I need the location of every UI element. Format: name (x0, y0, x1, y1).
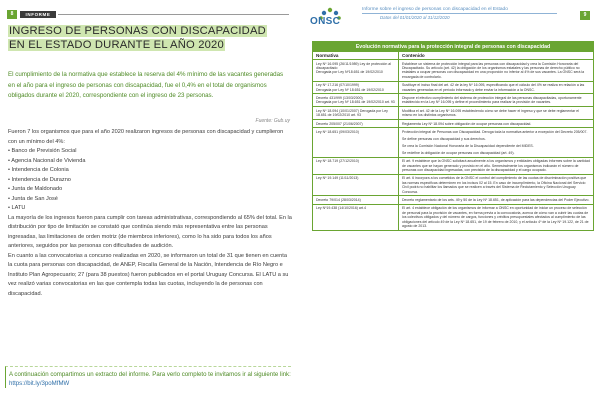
column-header-normativa: Normativa (313, 52, 399, 59)
header-title: Informe sobre el ingreso de personas con discapacidad en el Estado (362, 7, 508, 12)
table-row: Ley Nº 18.094 (10/01/2007) Derogada por Ley 18.651 de 19/02/2010 art. 93 Modifica el art. 42 de la Ley Nº 16.095 estableciendo cómo se debe hacer el ingreso y que se debe reglamentar el mismo en los distintos organismos. (313, 107, 593, 120)
article-body (8, 128, 292, 299)
list-item: • Agencia Nacional de Vivienda (8, 157, 292, 167)
table-row: Decreto 431/999 (13/03/2000) Derogada por Ley Nº 18.651 de 19/02/2010 art. 93 Dispone el efectivo cumplimiento del sistema de protección integral de las personas discapacitadas, oportunamente establecido en la Ley Nº 16.095 y define el procedimiento para realizar la provisión de vacantes. (313, 94, 593, 107)
list-item: • Junta de Maldonado (8, 185, 292, 195)
regulation-table (312, 41, 594, 231)
table-header (313, 52, 593, 60)
article-title (8, 24, 290, 66)
table-row: Ley Nº 19.149 (11/11/2013) El art. 6 incorpora a los cometidos de la ONSC el control del cumplimiento de las cuotas de discriminación positiva que las normas específicas determinen en los incisos 02 al 15. En caso de incumplimiento, la Oficina Nacional del Servicio Civil podrá no habilitar los llamados que se realicen a través del Sistema de Reclutamiento y Selección Uruguay Concursa. (313, 175, 593, 197)
body-paragraph-1: Fueron 7 los organismos que para el año 2020 realizaron ingresos de personas con discapacidad y cumplieron con un mínimo del 4%: (8, 129, 284, 145)
callout-text: A continuación compartimos un extracto del informe. Para verlo completo te invitamos ir al siguiente link: (9, 371, 291, 378)
table-row: Decreto 79/014 (28/03/2014) Decreto reglamentario de los arts. 49 y 50 de la Ley Nº 18.651, de aplicación para las dependencias del Poder Ejecutivo. (313, 196, 593, 204)
left-page (0, 0, 296, 407)
list-item: • Junta de San José (8, 195, 292, 205)
logo-wordmark: ONSC (310, 16, 341, 27)
table-row: Decreto 205/007 (21/06/2007) Reglamenta Ley Nº 18.094 sobre obligación de ocupar personas con discapacidad. (313, 120, 593, 128)
table-title: Evolución normativa para la protección integral de personas con discapacidad (313, 42, 593, 52)
list-item: • LATU (8, 204, 292, 214)
section-tag: INFORME (20, 11, 56, 18)
column-header-contenido: Contenido (402, 53, 425, 58)
body-paragraph-3: En cuanto a las convocatorias a concurso realizadas en 2020, se informaron un total de 31 que tienen en cuenta la cuota para personas con discapacidad, de ANEP, Fiscalía General de la Nación, Intendencia de Río Negro e Instituto Plan Agropecuario; 27 (para 38 puestos) fueron publicados en el portal Uruguay Concursa. El LATU a su vez realizó varias convocatorias en las que contempla todas las cuotas, incluyendo la de personas con discapacidad. (8, 252, 289, 297)
organism-list (8, 147, 292, 214)
source-credit: Fuente: Gub.uy (255, 118, 290, 124)
title-line-2: EN EL ESTADO DURANTE EL AÑO 2020 (9, 39, 224, 51)
right-page (304, 0, 600, 407)
table-row: Ley Nº 18.719 (27/12/2010) El art. 9 establece que la ONSC solicitará anualmente a los organismos y entidades obligadas informes sobre la cantidad de vacantes que se hayan generado y provisto en el año. Semestralmente los organismos indicarán el número de personas con discapacidad ingresadas, con precisión de la discapacidad y el cargo ocupado. (313, 158, 593, 175)
header-divider (362, 13, 557, 14)
list-item: • Intendencia de Durazno (8, 176, 292, 186)
intro-paragraph: El cumplimiento de la normativa que establece la reserva del 4% mínimo de las vacantes generadas en el año para el ingreso de personas con discapacidad, fue el 0,4% en el total de organismos obligados durante el 2020, correspondiente con el ingreso de 23 personas. (8, 71, 284, 100)
table-row: Ley Nº 16.095 (26/11/1989) Ley de protección al discapacitado Derogada por Ley Nº18.651 de 19/02/2010 Establece un sistema de protección integral para las personas con discapacidad y crea la Comisión Honoraria del Discapacitado. Su artículo (art. 42) la obligación de los organismos estatales y las personas de derecho público no estatales a ocupar personas con discapacidad en una proporción no inferior al 4% de sus vacantes. La ONSC será la encargada de controlarlo. (313, 60, 593, 82)
table-row: Ley Nº 18.651 (09/03/2010) Protección integral de Personas con Discapacidad. Deroga toda la normativa anterior a excepción del Decreto 205/007. Se define personas con discapacidad y sus derechos. Se crea la Comisión Nacional Honoraria de la Discapacidad dependiente del MIDES. Se redefine la obligación de ocupar personas con discapacidad (art. 49). (313, 128, 593, 157)
report-link-callout (5, 366, 291, 388)
list-item: • Banco de Previsión Social (8, 147, 292, 157)
body-paragraph-2: La mayoría de los ingresos fueron para cumplir con tareas administrativas, correspondiendo al 65% del total. En la distribución por tipo de limitación se constató que continúa siendo más representativa entre las personas ingresadas, las limitaciones de orden motriz (de miembros inferiores), como lo ha sido para todos los años anteriores, seguidos por las personas con dificultades de audición. (8, 214, 292, 249)
page-number-left: 8 (7, 10, 17, 19)
table-row: Ley Nº 17.216 (07/10/1999) Derogada por Ley Nº 18.651 de 19/02/2010 Sustituye el inciso final del art. 42 de la ley Nº 16.095, especificando que el cálculo del 4% se realiza en relación a las vacantes generadas en el período informado y debe enviar la información a la ONSC. (313, 82, 593, 95)
tag-divider (58, 14, 289, 15)
table-row: Ley Nº19.438 (14/10/2016) art.4 El art. 4 establece obligación de los organismos de informar a ONSC en oportunidad de iniciar un proceso de selección de personal para la provisión de vacantes, en forma previa a la convocatoria, acerca de cómo van a cubrir las cuotas de los colectivos obligados y del número de cargos, funciones y créditos presupuestales afectados al cumplimiento de las obligaciones del artículo 49 de la Ley Nº 18.651, de 19 de febrero de 2010, y el artículo 4º de la Ley Nº 19.122, de 21 de agosto de 2013. (313, 205, 593, 230)
page-number-right: 9 (580, 11, 590, 20)
report-link[interactable]: https://bit.ly/3poMfMW (9, 380, 70, 387)
title-line-1: INGRESO DE PERSONAS CON DISCAPACIDAD (9, 25, 266, 37)
list-item: • Intendencia de Colonia (8, 166, 292, 176)
header-subtitle: Datos del 01/01/2020 al 31/12/2020 (380, 15, 450, 20)
